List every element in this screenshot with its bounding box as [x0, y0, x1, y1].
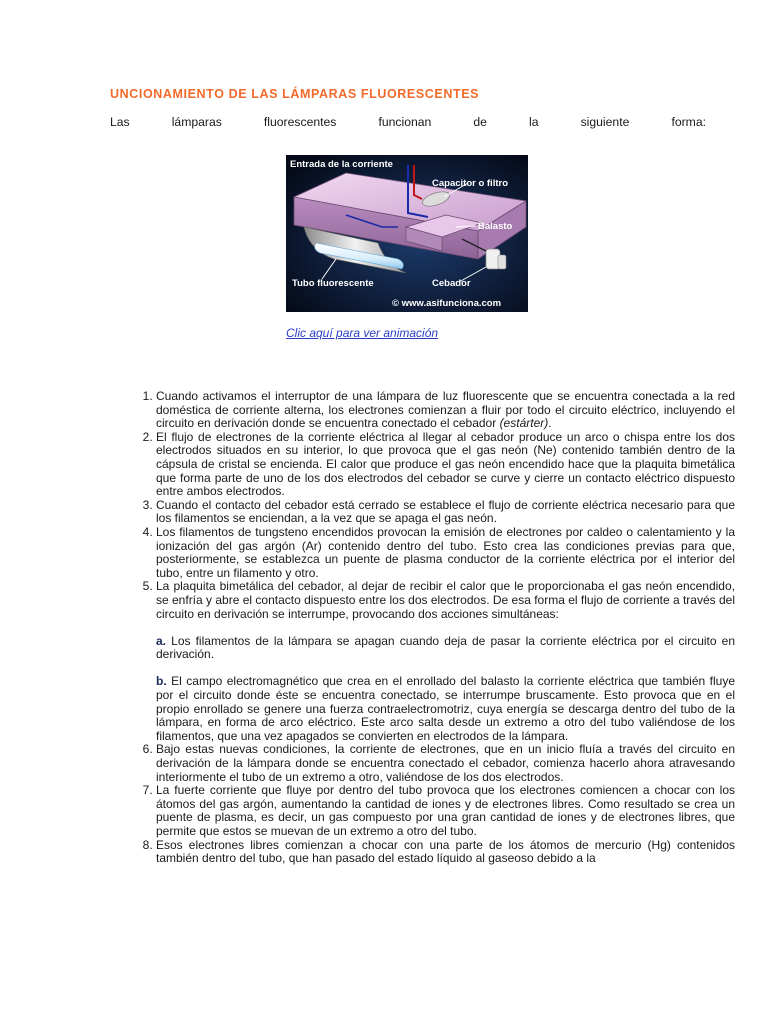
sub-a-label: a.	[156, 633, 167, 648]
step-3-text: Cuando el contacto del cebador está cerrado se establece el flujo de corriente eléctrica necesario para que los filamentos se enciendan, a la vez que se apaga el gas neón.	[156, 497, 735, 526]
step-1-italic: (estárter)	[499, 416, 549, 431]
list-item	[156, 526, 735, 580]
step-4-text: Los filamentos de tungsteno encendidos provocan la emisión de electrones por caldeo o calentamiento y la ionización del gas argón (Ar) contenido dentro del tubo. Esto crea las condiciones previas para que, posteriormente, se establezca un puente de plasma conductor de la corriente eléctrica por el interior del tubo, entre un filamento y otro.	[156, 524, 735, 580]
intro-word: forma:	[671, 115, 706, 129]
step-5-sub-a	[156, 635, 735, 662]
step-6-text: Bajo estas nuevas condiciones, la corriente de electrones, que en un inicio fluía a través del circuito en derivación de la lámpara donde se encuentra conectado el cebador, comienza hacerlo ahora atravesando interiormente el tubo de un extremo a otro, valiéndose de los dos electrodos.	[156, 742, 735, 784]
label-copyright: © www.asifunciona.com	[392, 298, 502, 309]
page-title: UNCIONAMIENTO DE LAS LÁMPARAS FLUORESCENTES	[110, 87, 480, 101]
list-item	[156, 743, 735, 784]
fluorescent-lamp-diagram	[286, 155, 528, 312]
list-item	[156, 390, 735, 431]
step-1-text: Cuando activamos el interruptor de una lámpara de luz fluorescente que se encuentra conectada a la red doméstica de corriente alterna, los electrones comienzan a fluir por todo el circuito eléctrico, incluyendo el circuito en derivación donde se encuentra conectado el cebador	[156, 389, 735, 431]
step-7-text: La fuerte corriente que fluye por dentro del tubo provoca que los electrones comiencen a chocar con los átomos del gas argón, aumentando la cantidad de iones y de electrones libres. Como resultado se crea un puente de plasma, es decir, un gas compuesto por una gran cantidad de iones y de electrones libres, que permite que estos se muevan de un extremo a otro del tubo.	[156, 783, 735, 838]
intro-word: siguiente	[580, 115, 630, 129]
intro-word: lámparas	[171, 115, 222, 129]
starter-cap	[498, 255, 506, 269]
step-5-text: La plaquita bimetálica del cebador, al dejar de recibir el calor que le proporcionaba el gas neón encendido, se enfría y abre el contacto dispuesto entre los dos electrodos. De esa forma el flujo de corriente a través del circuito en derivación se interrumpe, provocando dos acciones simultáneas:	[156, 579, 735, 621]
step-1-end: .	[548, 416, 552, 431]
intro-word: Las	[110, 115, 130, 129]
sub-b-label: b.	[156, 674, 167, 689]
step-5-sub-b	[156, 675, 735, 743]
label-cebador: Cebador	[432, 278, 471, 289]
list-item	[156, 784, 735, 838]
intro-word: la	[529, 115, 539, 129]
steps-list	[126, 390, 735, 866]
label-balasto: Balasto	[478, 221, 513, 232]
list-item	[156, 431, 735, 499]
animation-link[interactable]: Clic aquí para ver animación	[286, 326, 439, 340]
sub-a-text: Los filamentos de la lámpara se apagan cuando deja de pasar la corriente eléctrica por el circuito en derivación.	[156, 633, 735, 662]
intro-word: funcionan	[378, 115, 432, 129]
step-8-text: Esos electrones libres comienzan a chocar con una parte de los átomos de mercurio (Hg) contenidos también dentro del tubo, que han pasado del estado líquido al gaseoso debido a la	[156, 837, 735, 866]
list-item	[156, 499, 735, 526]
label-capacitor: Capacitor o filtro	[432, 178, 509, 189]
intro-sentence	[110, 115, 706, 129]
label-tubo: Tubo fluorescente	[292, 278, 374, 289]
intro-word: de	[473, 115, 487, 129]
list-item	[156, 839, 735, 866]
sub-b-text: El campo electromagnético que crea en el enrollado del balasto la corriente eléctrica que también fluye por el circuito donde éste se encuentra conectado, se interrumpe bruscamente. Esto provoca que en el propio enrollado se genere una fuerza contraelectromotriz, cuya energía se descarga dentro del tubo de la lámpara, en forma de arco eléctrico. Este arco salta desde un extremo a otro del tubo valiéndose de los filamentos, que una vez apagados se convierten en electrodos de la lámpara.	[156, 674, 735, 743]
intro-word: fluorescentes	[263, 115, 337, 129]
label-entrada: Entrada de la corriente	[290, 159, 393, 170]
list-item	[156, 580, 735, 743]
step-2-text: El flujo de electrones de la corriente eléctrica al llegar al cebador produce un arco o chispa entre los dos electrodos situados en su interior, lo que provoca que el gas neón (Ne) contenido también dentro de la cápsula de cristal se encienda. El calor que produce el gas neón encendido hace que la plaquita bimetálica que forma parte de uno de los dos electrodos del cebador se curve y cierre un contacto eléctrico dispuesto entre ambos electrodos.	[156, 429, 735, 499]
